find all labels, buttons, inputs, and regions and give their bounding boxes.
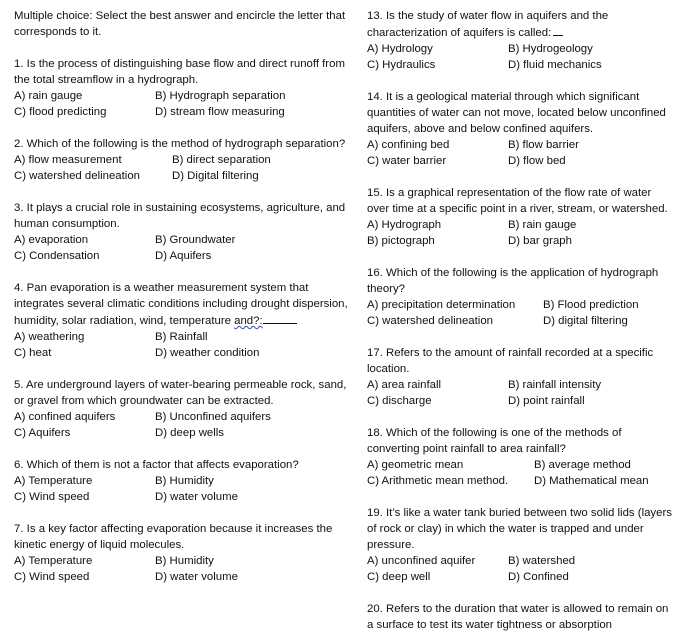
option-a[interactable]: A) Temperature (14, 475, 93, 487)
question-16 (367, 265, 675, 329)
option-d[interactable]: D) bar graph (508, 235, 572, 247)
question-stem-text: 4. Pan evaporation is a weather measurement system that integrates several climatic conditions including drought dispersion, humidity, solar radiation, wind, temperature (14, 282, 348, 327)
instructions: Multiple choice: Select the best answer and encircle the letter that corresponds to it. (14, 10, 346, 38)
option-a[interactable]: A) area rainfall (367, 379, 442, 391)
option-d[interactable]: D) fluid mechanics (508, 59, 602, 71)
question-stem: 18. Which of the following is one of the methods of converting point rainfall to area rainfall? (367, 427, 622, 455)
option-c[interactable]: C) Condensation (14, 250, 100, 262)
option-c[interactable]: C) watershed delineation (367, 315, 494, 327)
question-17 (367, 345, 675, 409)
option-d[interactable]: D) Confined (508, 571, 569, 583)
option-b[interactable]: B) rain gauge (508, 219, 577, 231)
option-a[interactable]: A) flow measurement (14, 154, 122, 166)
option-a[interactable]: A) geometric mean (367, 459, 464, 471)
question-2 (14, 136, 349, 184)
option-a[interactable]: A) precipitation determination (367, 299, 516, 311)
question-stem: 17. Refers to the amount of rainfall recorded at a specific location. (367, 347, 654, 375)
question-stem: 1. Is the process of distinguishing base flow and direct runoff from the total streamflow in a hydrograph. (14, 58, 345, 86)
question-19 (367, 505, 675, 585)
question-stem: 20. Refers to the duration that water is allowed to remain on a surface to test its water tightness or absorption (367, 603, 669, 631)
option-c[interactable]: B) pictograph (367, 235, 435, 247)
option-c[interactable]: C) Aquifers (14, 427, 71, 439)
option-d[interactable]: D) point rainfall (508, 395, 585, 407)
question-stem (14, 280, 349, 329)
option-b[interactable]: B) Humidity (155, 475, 214, 487)
question-stem: 14. It is a geological material through which significant quantities of water can not move, located below unconfined aquifers, above and below confined aquifers. (367, 91, 666, 135)
option-b[interactable]: B) Hydrogeology (508, 43, 593, 55)
question-stem-text: 13. Is the study of water flow in aquifers and the characterization of aquifers is called: (367, 10, 609, 39)
option-a[interactable]: A) Hydrology (367, 43, 433, 55)
option-b[interactable]: B) watershed (508, 555, 576, 567)
option-c[interactable]: C) Arithmetic mean method. (367, 475, 509, 487)
option-c[interactable]: C) water barrier (367, 155, 447, 167)
option-a[interactable]: A) confining bed (367, 139, 450, 151)
option-d[interactable]: D) digital filtering (543, 315, 628, 327)
option-a[interactable]: A) unconfined aquifer (367, 555, 476, 567)
option-b[interactable]: B) average method (534, 459, 631, 471)
question-15 (367, 185, 675, 249)
question-7 (14, 521, 349, 585)
left-column (14, 8, 349, 585)
question-1 (14, 56, 349, 120)
option-d[interactable]: D) Digital filtering (172, 170, 259, 182)
question-14 (367, 89, 675, 169)
option-b[interactable]: B) rainfall intensity (508, 379, 602, 391)
flagged-word: and?: (234, 315, 263, 327)
option-a[interactable]: A) confined aquifers (14, 411, 116, 423)
option-a[interactable]: A) Temperature (14, 555, 93, 567)
option-b[interactable]: B) flow barrier (508, 139, 579, 151)
answer-blank (263, 312, 297, 324)
option-b[interactable]: B) Groundwater (155, 234, 236, 246)
option-d[interactable]: D) water volume (155, 491, 238, 503)
option-c[interactable]: C) Hydraulics (367, 59, 436, 71)
question-6 (14, 457, 349, 505)
question-stem: 16. Which of the following is the application of hydrograph theory? (367, 267, 659, 295)
question-stem: 15. Is a graphical representation of the flow rate of water over time at a specific point in a river, stream, or watershed. (367, 187, 668, 215)
question-18 (367, 425, 675, 489)
option-d[interactable]: D) Aquifers (155, 250, 212, 262)
question-stem: 19. It’s like a water tank buried between two solid lids (layers of rock or clay) in which the water is trapped and under pressure. (367, 507, 672, 551)
question-stem: 6. Which of them is not a factor that affects evaporation? (14, 459, 299, 471)
option-c[interactable]: C) deep well (367, 571, 431, 583)
question-20 (367, 601, 675, 633)
option-b[interactable]: B) direct separation (172, 154, 271, 166)
option-c[interactable]: C) heat (14, 347, 52, 359)
option-b[interactable]: B) Rainfall (155, 331, 208, 343)
question-13 (367, 8, 675, 73)
option-b[interactable]: B) Flood prediction (543, 299, 639, 311)
question-stem: 2. Which of the following is the method of hydrograph separation? (14, 138, 346, 150)
option-a[interactable]: A) rain gauge (14, 90, 83, 102)
question-stem: 7. Is a key factor affecting evaporation because it increases the kinetic energy of liquid molecules. (14, 523, 333, 551)
option-a[interactable]: A) weathering (14, 331, 85, 343)
option-b[interactable]: B) Hydrograph separation (155, 90, 286, 102)
option-b[interactable]: B) Humidity (155, 555, 214, 567)
option-d[interactable]: D) deep wells (155, 427, 225, 439)
question-stem: 3. It plays a crucial role in sustaining ecosystems, agriculture, and human consumption. (14, 202, 346, 230)
option-d[interactable]: D) Mathematical mean (534, 475, 649, 487)
answer-blank (553, 24, 563, 36)
option-d[interactable]: D) water volume (155, 571, 238, 583)
option-d[interactable]: D) weather condition (155, 347, 260, 359)
question-stem (367, 8, 675, 41)
option-a[interactable]: A) Hydrograph (367, 219, 442, 231)
right-column (367, 8, 675, 633)
question-4 (14, 280, 349, 361)
question-3 (14, 200, 349, 264)
option-c[interactable]: C) watershed delineation (14, 170, 141, 182)
question-stem: 5. Are underground layers of water-bearing permeable rock, sand, or gravel from which groundwater can be extracted. (14, 379, 347, 407)
option-c[interactable]: C) flood predicting (14, 106, 107, 118)
option-c[interactable]: C) Wind speed (14, 571, 90, 583)
option-c[interactable]: C) discharge (367, 395, 432, 407)
option-d[interactable]: D) stream flow measuring (155, 106, 285, 118)
option-d[interactable]: D) flow bed (508, 155, 566, 167)
option-c[interactable]: C) Wind speed (14, 491, 90, 503)
option-a[interactable]: A) evaporation (14, 234, 89, 246)
question-5 (14, 377, 349, 441)
option-b[interactable]: B) Unconfined aquifers (155, 411, 271, 423)
